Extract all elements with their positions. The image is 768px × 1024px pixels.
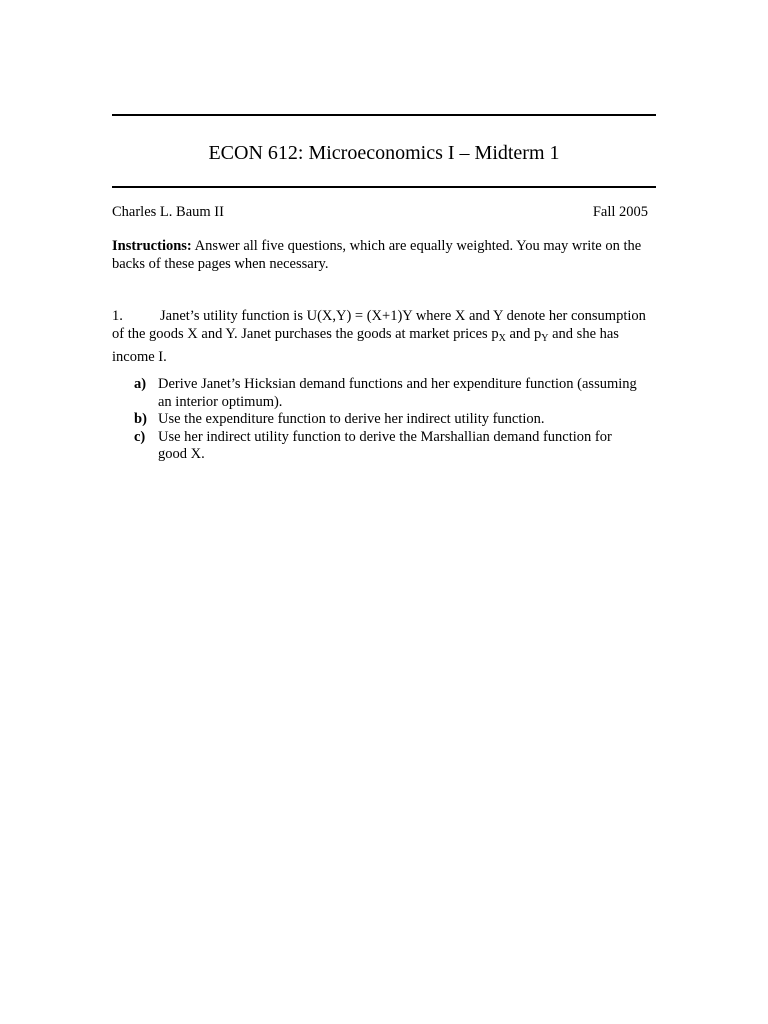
term-label: Fall 2005 [592,204,648,220]
question-1-parts [134,376,644,464]
instructions-text: Answer all five questions, which are equally weighted. You may write on the backs of these pages when necessary. [112,238,642,272]
part-text: Derive Janet’s Hicksian demand functions and her expenditure function (assuming an interior optimum). [158,376,637,410]
part-c [134,429,644,464]
bottom-rule [112,186,656,188]
meta-row [112,203,648,221]
instructions-label: Instructions: [112,238,192,254]
top-rule [112,114,656,116]
subscript-x: X [498,333,506,344]
subscript-y: Y [541,333,549,344]
exam-title: ECON 612: Microeconomics I – Midterm 1 [208,142,560,164]
question-number: 1. [112,308,123,324]
part-b [134,411,644,429]
question-text-2: and p [505,326,542,342]
part-text: Use the expenditure function to derive her indirect utility function. [158,411,545,427]
question-text-1: Janet’s utility function is U(X,Y) = (X+1)Y where X and Y denote her consumption of the goods X and Y. Janet purchases the goods at market prices p [112,308,646,342]
question-text-3: and she has income I. [112,326,619,365]
instructions [112,237,656,273]
part-text: Use her indirect utility function to derive the Marshallian demand function for good X. [158,428,612,462]
part-label: c) [134,428,146,445]
part-a [134,376,644,411]
part-label: a) [134,376,147,392]
author-name: Charles L. Baum II [112,204,224,220]
part-label: b) [134,411,147,427]
question-1 [112,307,656,366]
